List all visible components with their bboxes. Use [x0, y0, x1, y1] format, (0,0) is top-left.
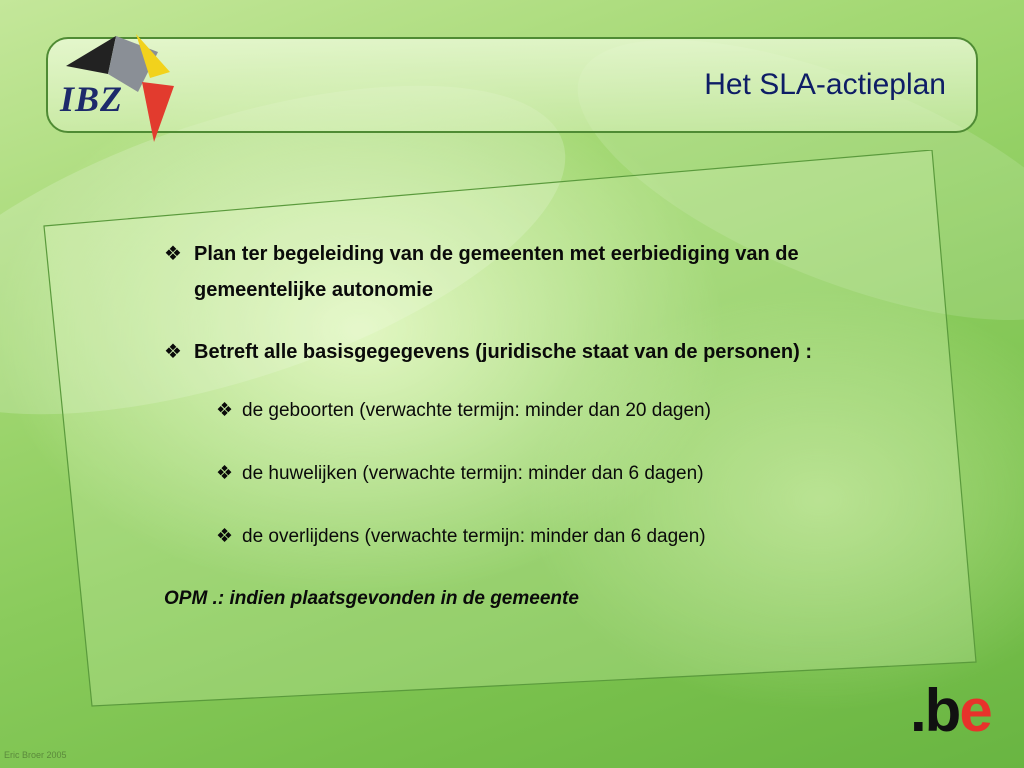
diamond-bullet-icon: ❖ [216, 526, 234, 547]
sub-bullet-item [216, 522, 844, 552]
bullet-text: Betreft alle basisgegegevens (juridische staat van de personen) : [194, 341, 812, 363]
diamond-bullet-icon: ❖ [164, 243, 182, 265]
note-text: OPM .: indien plaatsgevonden in de gemeente [164, 588, 579, 609]
bullet-text: Plan ter begeleiding van de gemeenten met eerbiediging van de gemeentelijke autonomie [194, 243, 799, 301]
copyright-text: Eric Broer 2005 [4, 750, 67, 760]
be-logo [910, 676, 991, 745]
bullet-item [164, 334, 814, 370]
bullet-item [164, 236, 834, 308]
sub-bullet-item [216, 396, 844, 426]
ibz-logo-text: IBZ [60, 79, 124, 119]
be-logo-dot: . [910, 677, 925, 744]
diamond-bullet-icon: ❖ [216, 400, 234, 421]
diamond-bullet-icon: ❖ [216, 463, 234, 484]
sub-bullet-text: de overlijdens (verwachte termijn: minder dan 6 dagen) [242, 526, 706, 547]
slide-content [164, 236, 844, 614]
sub-bullet-text: de huwelijken (verwachte termijn: minder dan 6 dagen) [242, 463, 704, 484]
be-logo-b: b [924, 677, 960, 744]
sub-bullet-text: de geboorten (verwachte termijn: minder dan 20 dagen) [242, 400, 711, 421]
be-logo-e: e [959, 677, 991, 744]
diamond-bullet-icon: ❖ [164, 341, 182, 363]
sub-bullet-item [216, 459, 844, 489]
page-title: Het SLA-actieplan [704, 68, 946, 101]
